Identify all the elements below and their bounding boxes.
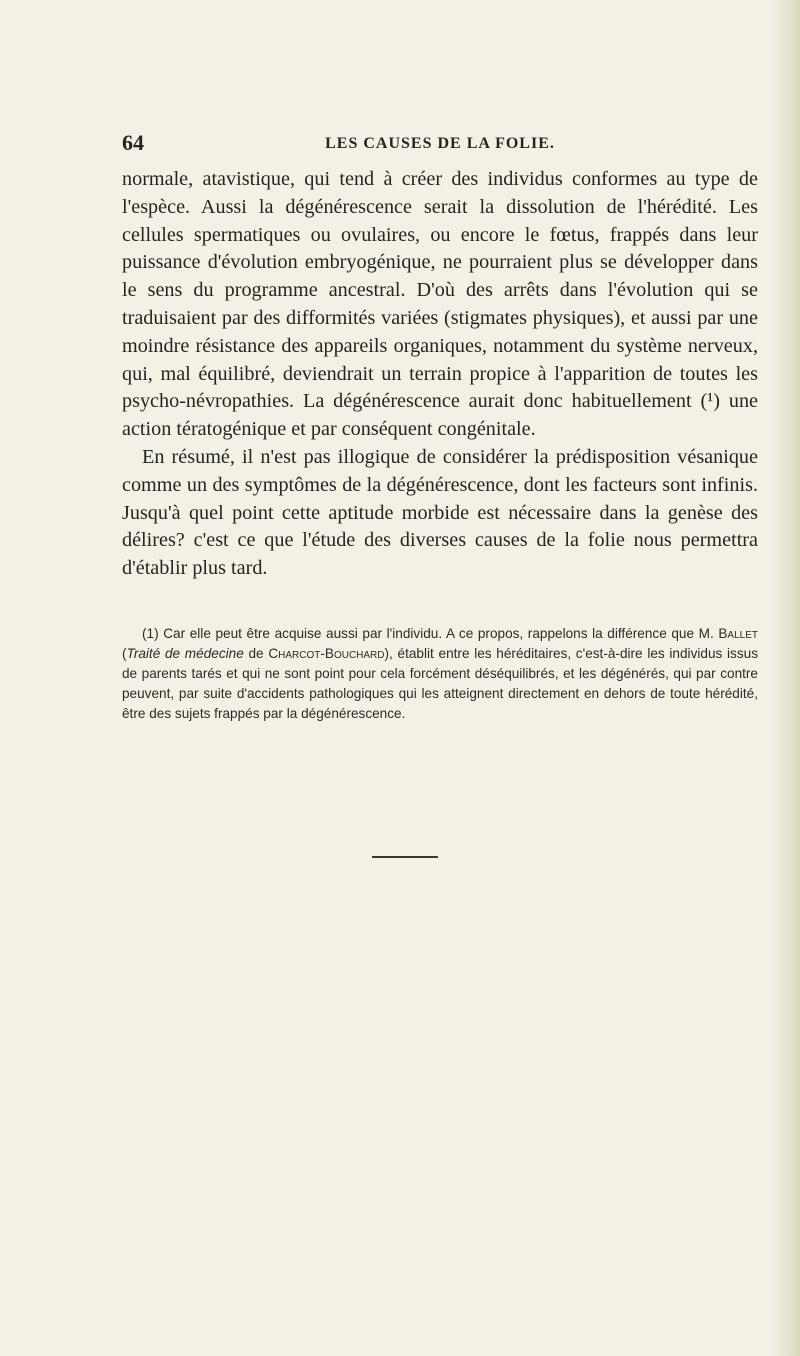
paragraph: normale, atavistique, qui tend à créer des individus conformes au type de l'espèce. Aussi la dégénérescence serait la dissolution de l'hérédité. Les cellules spermatiques ou ovulaires, ou encore le fœtus, frappés dans leur puissance d'évolution embryogénique, ne pourraient plus se développer dans le sens du programme ancestral. D'où des arrêts dans l'évolution qui se traduisaient par des difformités variées (stigmates physiques), et aussi par une moindre résistance des appareils organiques, notamment du système nerveux, qui, mal équilibré, deviendrait un terrain propice à l'apparition de toutes les psycho-névropathies. La dégénérescence aurait donc habituellement (¹) une action tératogénique et par conséquent congénitale. — [122, 168, 758, 441]
footnote-editors: Charcot-Bouchard — [268, 646, 385, 661]
end-rule — [372, 856, 438, 858]
footnote-text — [122, 624, 758, 724]
main-text — [122, 166, 758, 583]
footnote — [122, 624, 758, 724]
footnote-work-title: Traité de médecine — [126, 646, 244, 661]
running-head: LES CAUSES DE LA FOLIE. — [325, 135, 555, 152]
footnote-part: de — [243, 646, 269, 661]
page-header — [122, 130, 758, 156]
footnote-part: ( — [122, 646, 127, 661]
page-number: 64 — [122, 130, 144, 155]
footnote-author: Ballet — [718, 626, 758, 641]
footnote-part: (1) Car elle peut être acquise aussi par l'individu. A ce propos, rappelons la différence que M. — [142, 626, 719, 641]
paragraph: En résumé, il n'est pas illogique de considérer la prédisposition vésanique comme un des symptômes de la dégénérescence, dont les facteurs sont infinis. Jusqu'à quel point cette aptitude morbide est nécessaire dans la genèse des délires? c'est ce que l'étude des diverses causes de la folie nous permettra d'établir plus tard. — [122, 445, 758, 580]
footnote-part: ), établit entre les héréditaires, c'est-à-dire les individus issus de parents tarés et qui ne sont point pour cela forcément déséquilibrés, et les dégénérés, qui par contre peuvent, par suite d'accidents pathologiques qui les atteignent directement en dehors de toute hérédité, être des sujets frappés par la dégénérescence. — [122, 646, 758, 721]
